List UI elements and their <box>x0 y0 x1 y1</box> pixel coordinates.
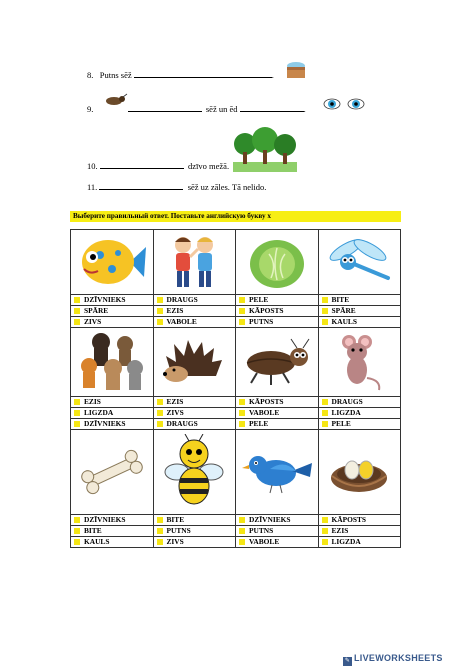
cabbage-icon <box>247 234 307 290</box>
option-cell[interactable]: DZĪVNIEKS <box>71 515 154 526</box>
picture-cell <box>318 230 401 295</box>
bone-icon <box>76 447 148 497</box>
checkbox[interactable] <box>322 410 328 416</box>
option-cell[interactable]: KAULS <box>318 317 401 328</box>
picture-cell <box>71 430 154 515</box>
question-text: Putns sēž <box>99 70 132 80</box>
checkbox[interactable] <box>239 410 245 416</box>
question-11: 11. sēž uz zāles. Tā nelido. <box>87 182 267 192</box>
picture-cell <box>71 230 154 295</box>
checkbox[interactable] <box>74 421 80 427</box>
picture-cell <box>153 230 236 295</box>
question-10: 10. dzīvo mežā. <box>87 161 230 171</box>
brand-text: LIVEWORKSHEETS <box>354 653 443 663</box>
option-cell[interactable]: PELE <box>236 295 319 306</box>
instruction-banner: Выберите правильный ответ. Поставьте английскую букву x <box>70 211 401 222</box>
option-cell[interactable]: ZIVS <box>153 408 236 419</box>
option-cell[interactable]: KAULS <box>71 537 154 548</box>
checkbox[interactable] <box>157 319 163 325</box>
checkbox[interactable] <box>74 308 80 314</box>
option-cell[interactable]: DZĪVNIEKS <box>236 515 319 526</box>
option-cell[interactable]: EZIS <box>153 397 236 408</box>
option-cell[interactable]: DRAUGS <box>153 295 236 306</box>
checkbox[interactable] <box>322 528 328 534</box>
picture-cell <box>318 328 401 397</box>
bee-icon <box>161 434 227 510</box>
checkbox[interactable] <box>74 528 80 534</box>
option-cell[interactable]: EZIS <box>71 397 154 408</box>
mouse-icon <box>329 332 389 392</box>
hedgehog-icon <box>158 336 230 388</box>
option-cell[interactable]: SPĀRE <box>318 306 401 317</box>
option-cell[interactable]: KĀPOSTS <box>236 306 319 317</box>
option-cell[interactable]: VABOLE <box>236 408 319 419</box>
checkbox[interactable] <box>157 539 163 545</box>
checkbox[interactable] <box>157 399 163 405</box>
question-number: 8. <box>87 70 94 80</box>
checkbox[interactable] <box>239 539 245 545</box>
picture-cell <box>236 328 319 397</box>
forest-icon <box>233 126 297 172</box>
answer-grid <box>70 229 401 548</box>
option-cell[interactable]: BITE <box>153 515 236 526</box>
logo-icon: ✎ <box>344 658 351 664</box>
fish-icon <box>76 233 148 291</box>
option-cell[interactable]: PELE <box>236 419 319 430</box>
checkbox[interactable] <box>157 421 163 427</box>
checkbox[interactable] <box>322 399 328 405</box>
checkbox[interactable] <box>74 399 80 405</box>
box-icon <box>283 60 309 80</box>
option-cell[interactable]: EZIS <box>318 526 401 537</box>
option-cell[interactable]: KĀPOSTS <box>236 397 319 408</box>
question-8: 8. Putns sēž . <box>87 70 274 80</box>
option-cell[interactable]: BITE <box>318 295 401 306</box>
checkbox[interactable] <box>239 528 245 534</box>
answer-blank[interactable] <box>240 104 304 112</box>
checkbox[interactable] <box>239 517 245 523</box>
eyes-icon <box>322 95 366 111</box>
option-cell[interactable]: DZĪVNIEKS <box>71 295 154 306</box>
checkbox[interactable] <box>322 308 328 314</box>
answer-blank[interactable] <box>99 182 183 190</box>
option-cell[interactable]: PELE <box>318 419 401 430</box>
answer-blank[interactable] <box>100 161 184 169</box>
checkbox[interactable] <box>74 410 80 416</box>
checkbox[interactable] <box>74 319 80 325</box>
option-cell[interactable]: LIGZDA <box>71 408 154 419</box>
checkbox[interactable] <box>157 528 163 534</box>
checkbox[interactable] <box>239 297 245 303</box>
picture-cell <box>236 230 319 295</box>
beetle-small-icon <box>102 93 128 107</box>
animals-icon <box>75 330 149 394</box>
option-cell[interactable]: PUTNS <box>236 317 319 328</box>
option-cell[interactable]: LIGZDA <box>318 537 401 548</box>
option-cell[interactable]: DZĪVNIEKS <box>71 419 154 430</box>
picture-cell <box>153 328 236 397</box>
friends-icon <box>164 233 224 291</box>
checkbox[interactable] <box>322 539 328 545</box>
picture-cell <box>236 430 319 515</box>
option-cell[interactable]: BITE <box>71 526 154 537</box>
checkbox[interactable] <box>239 308 245 314</box>
option-cell[interactable]: DRAUGS <box>318 397 401 408</box>
checkbox[interactable] <box>157 308 163 314</box>
bird-icon <box>240 447 314 497</box>
checkbox[interactable] <box>157 410 163 416</box>
checkbox[interactable] <box>322 319 328 325</box>
option-cell[interactable]: KĀPOSTS <box>318 515 401 526</box>
nest-icon <box>328 448 390 496</box>
picture-cell <box>71 328 154 397</box>
checkbox[interactable] <box>157 297 163 303</box>
checkbox[interactable] <box>322 297 328 303</box>
answer-blank[interactable] <box>134 70 272 78</box>
option-cell[interactable]: EZIS <box>153 306 236 317</box>
checkbox[interactable] <box>322 517 328 523</box>
answer-blank[interactable] <box>128 104 202 112</box>
beetle-icon <box>237 335 317 389</box>
checkbox[interactable] <box>239 421 245 427</box>
option-cell[interactable]: ZIVS <box>153 537 236 548</box>
checkbox[interactable] <box>322 421 328 427</box>
liveworksheets-logo[interactable] <box>343 653 443 666</box>
question-9: 9. sēž un ēd . <box>87 104 306 114</box>
option-cell[interactable]: PUTNS <box>236 526 319 537</box>
checkbox[interactable] <box>74 297 80 303</box>
option-cell[interactable]: VABOLE <box>153 317 236 328</box>
option-cell[interactable]: VABOLE <box>236 537 319 548</box>
checkbox[interactable] <box>74 539 80 545</box>
picture-cell <box>153 430 236 515</box>
checkbox[interactable] <box>157 517 163 523</box>
checkbox[interactable] <box>239 319 245 325</box>
option-cell[interactable]: SPĀRE <box>71 306 154 317</box>
dragonfly-icon <box>324 234 394 290</box>
picture-cell <box>318 430 401 515</box>
option-cell[interactable]: PUTNS <box>153 526 236 537</box>
option-cell[interactable]: DRAUGS <box>153 419 236 430</box>
checkbox[interactable] <box>74 517 80 523</box>
option-cell[interactable]: ZIVS <box>71 317 154 328</box>
option-cell[interactable]: LIGZDA <box>318 408 401 419</box>
checkbox[interactable] <box>239 399 245 405</box>
